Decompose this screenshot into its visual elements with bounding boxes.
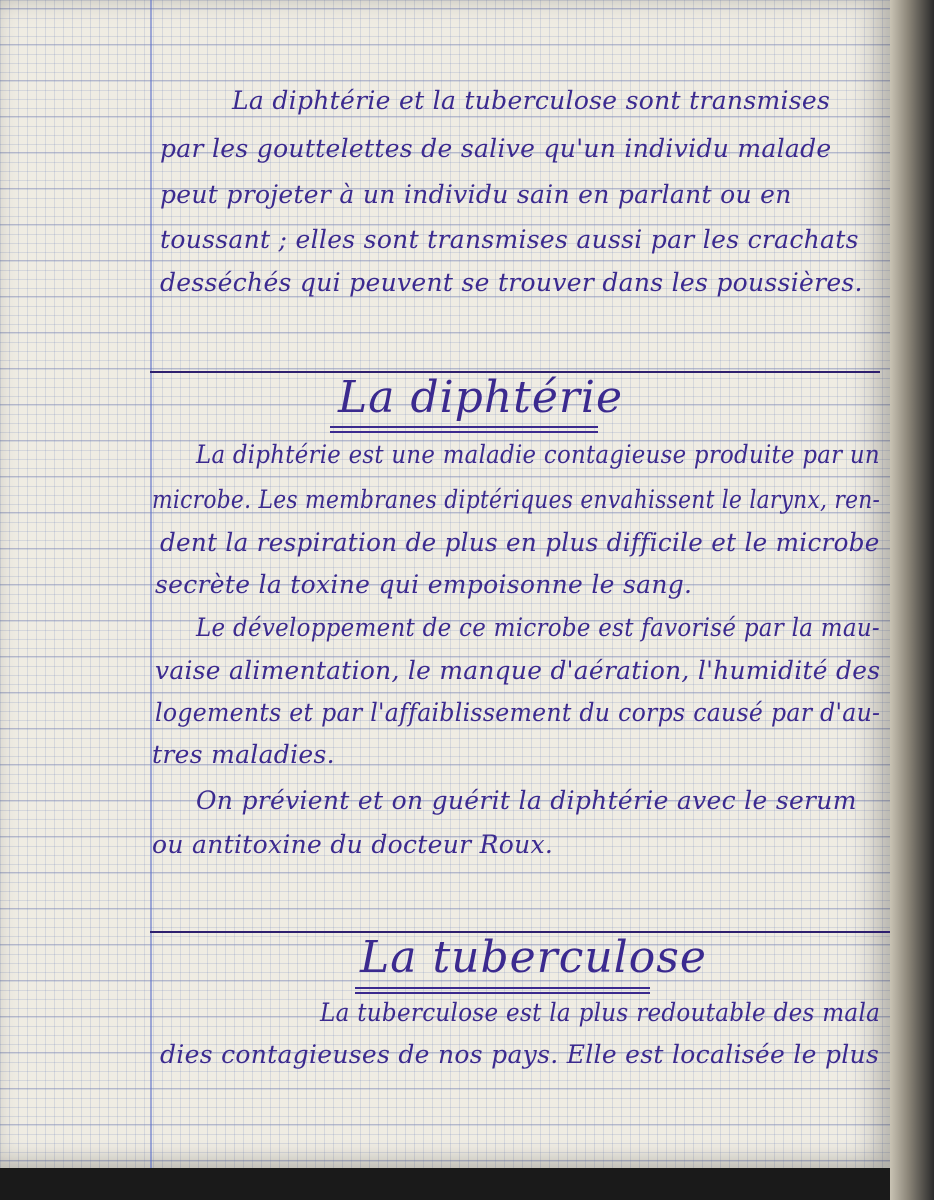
heading-tuberculose: La tuberculose [360,932,707,983]
diphterie-line-2: microbe. Les membranes diptériques envahissent le larynx, ren- [152,485,881,514]
intro-line-4: toussant ; elles sont transmises aussi par les crachats [160,225,859,254]
tuberculose-line-1: La tuberculose est la plus redoutable des mala [320,998,881,1027]
intro-line-5: desséchés qui peuvent se trouver dans les poussières. [160,268,863,297]
heading-underline [355,987,650,989]
page-edge [890,0,934,1200]
diphterie-line-3: dent la respiration de plus en plus difficile et le microbe [160,528,880,557]
margin-line [150,0,152,1168]
heading-diphterie: La diphtérie [338,372,624,423]
diphterie-line-5: Le développement de ce microbe est favorisé par la mau- [196,613,880,642]
tuberculose-line-2: dies contagieuses de nos pays. Elle est localisée le plus [160,1040,880,1069]
diphterie-line-1: La diphtérie est une maladie contagieuse produite par un [196,440,880,469]
intro-line-1: La diphtérie et la tuberculose sont transmises [232,86,831,115]
diphterie-line-9: On prévient et on guérit la diphtérie avec le serum [196,786,857,815]
diphterie-line-7: logements et par l'affaiblissement du corps causé par d'au- [155,698,881,727]
intro-line-2: par les gouttelettes de salive qu'un individu malade [160,134,832,163]
heading-underline [330,426,598,428]
diphterie-line-6: vaise alimentation, le manque d'aération, l'humidité des [155,656,881,685]
diphterie-line-4: secrète la toxine qui empoisonne le sang. [155,570,693,599]
diphterie-line-8: tres maladies. [152,740,335,769]
heading-underline [355,992,650,994]
intro-line-3: peut projeter à un individu sain en parlant ou en [160,180,792,209]
diphterie-line-10: ou antitoxine du docteur Roux. [152,830,554,859]
heading-underline [330,431,598,433]
